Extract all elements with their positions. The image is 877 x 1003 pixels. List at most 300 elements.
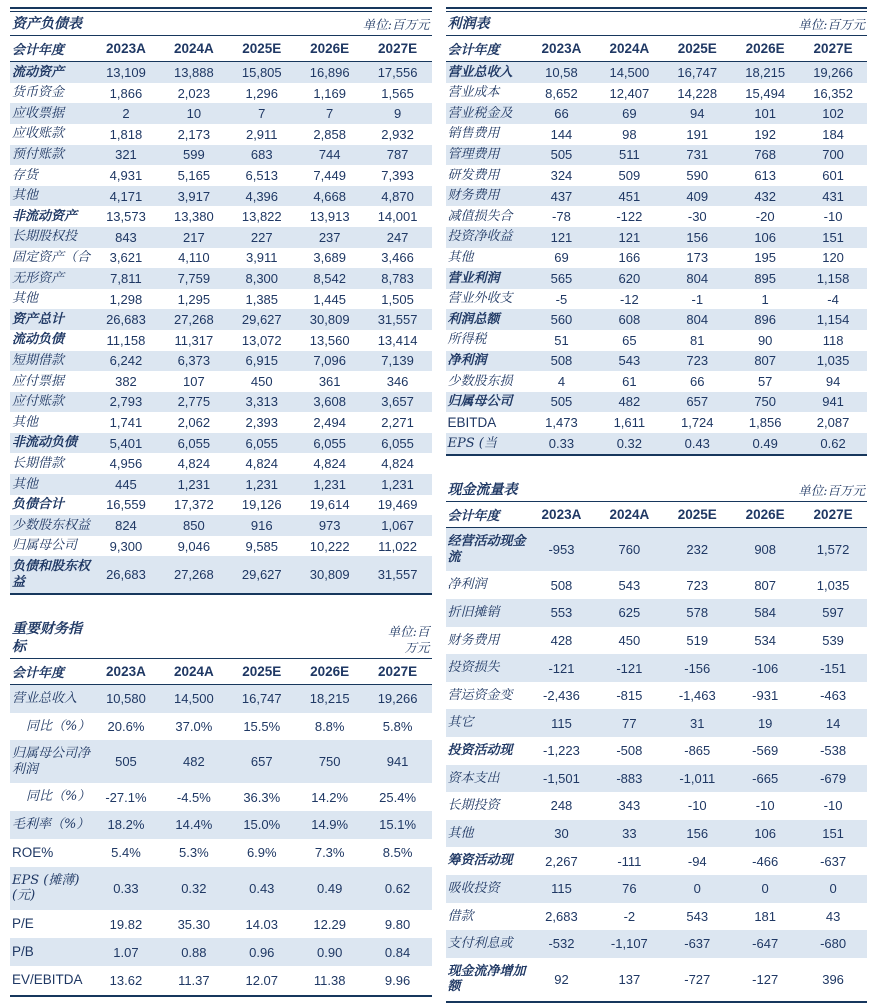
cell-value: 9,300 (109, 538, 143, 554)
right-column (446, 7, 868, 1003)
row-label: 无形资产 (12, 270, 65, 286)
row-label: 其他 (447, 825, 474, 841)
cell-value: 941 (386, 754, 409, 770)
table-row (446, 682, 868, 710)
cell-value: 16,747 (677, 64, 718, 80)
cell-value: 151 (822, 826, 844, 842)
cell-value: -106 (752, 660, 779, 676)
cell-value: 10,580 (106, 691, 146, 707)
row-label: 非流动负债 (12, 435, 78, 451)
table-row (446, 248, 868, 269)
cell-value: 15,494 (745, 85, 786, 101)
cell-value: -151 (820, 660, 847, 676)
table-row (10, 910, 432, 938)
year-column-header: 2026E (745, 507, 785, 523)
cell-value: 69 (554, 250, 569, 266)
cell-value: -883 (616, 770, 643, 786)
row-label: EV/EBITDA (12, 972, 83, 988)
cell-value: -665 (752, 770, 779, 786)
cell-value: 14,500 (609, 64, 650, 80)
row-label: 投资活动现 (447, 743, 513, 758)
cell-value: -865 (684, 743, 711, 759)
cell-value: 5,401 (109, 435, 143, 451)
table-row (10, 685, 432, 713)
year-column-header: 2026E (745, 41, 785, 57)
cell-value: -156 (684, 660, 711, 676)
cell-value: 451 (618, 188, 641, 204)
table-row (10, 330, 432, 351)
table-row (10, 103, 432, 124)
cell-value: -4.5% (176, 789, 211, 805)
income-statement-rows (446, 62, 868, 454)
table-row (446, 737, 868, 765)
cell-value: 19,614 (309, 497, 350, 513)
cell-value: 107 (183, 373, 205, 389)
cell-value: -727 (684, 971, 711, 987)
fiscal-year-header: 会计年度 (12, 43, 65, 59)
cell-value: 1,385 (245, 291, 279, 307)
cell-value: 11,317 (174, 332, 214, 348)
cell-value: -12 (619, 291, 639, 307)
cell-value: 19,266 (377, 691, 418, 707)
cell-value: 843 (115, 229, 137, 245)
cash-flow-rows (446, 528, 868, 1001)
year-column-header: 2026E (310, 664, 350, 679)
row-label: 投资净收益 (447, 229, 513, 245)
cell-value: -121 (616, 660, 643, 676)
table-row (446, 351, 868, 372)
table-row (10, 783, 432, 811)
cell-value: -953 (548, 542, 575, 558)
cell-value: -94 (687, 853, 707, 869)
cell-value: 1,565 (381, 85, 414, 101)
cell-value: 2,775 (177, 394, 211, 410)
cell-value: 505 (115, 754, 137, 770)
table-row (10, 740, 432, 783)
cell-value: 10,222 (309, 538, 350, 554)
table-row (10, 145, 432, 166)
cell-value: 30 (554, 826, 569, 842)
cell-value: -569 (752, 743, 779, 759)
cell-value: 768 (754, 147, 777, 163)
cell-value: 4,824 (313, 456, 346, 472)
cell-value: 11.38 (313, 972, 346, 988)
table-row (10, 867, 432, 910)
cell-value: 1,856 (748, 415, 782, 431)
cell-value: 69 (622, 106, 637, 122)
row-label: 所得税 (447, 332, 487, 348)
cell-value: 14,001 (377, 209, 418, 225)
cell-value: 14.2% (311, 789, 349, 805)
column-header-row (446, 36, 868, 62)
cell-value: 505 (550, 394, 573, 410)
table-row (10, 433, 432, 454)
cell-value: 8,652 (545, 85, 578, 101)
cell-value: 7,811 (110, 270, 142, 286)
cell-value: 1,445 (313, 291, 346, 307)
cell-value: 65 (622, 332, 637, 348)
table-row (10, 268, 432, 289)
cell-value: 1 (761, 291, 769, 307)
row-label: 财务费用 (447, 632, 500, 648)
cell-value: 18.2% (107, 817, 145, 833)
cell-value: 1,158 (816, 270, 850, 286)
cell-value: 13,573 (106, 209, 146, 225)
cell-value: 6,915 (245, 353, 279, 369)
row-label: 归属母公司 (447, 394, 513, 410)
table-row (10, 309, 432, 330)
row-label: 负债和股东权益 (12, 558, 91, 590)
cell-value: -538 (820, 743, 847, 759)
cell-value: 578 (686, 605, 709, 621)
cell-value: -27.1% (105, 789, 147, 805)
cell-value: 4,824 (245, 456, 279, 472)
cell-value: 12,407 (609, 85, 650, 101)
cell-value: 27,268 (173, 312, 214, 328)
cell-value: 10,58 (545, 64, 578, 80)
cell-value: 543 (618, 353, 641, 369)
table-row (10, 392, 432, 413)
year-column-header: 2023A (541, 507, 582, 523)
cell-value: -647 (752, 936, 779, 952)
cell-value: 31,557 (377, 312, 418, 328)
cell-value: 7,759 (177, 270, 211, 286)
cell-value: 11,022 (378, 538, 417, 554)
cell-value: 217 (183, 229, 205, 245)
cell-value: 195 (754, 250, 777, 266)
cell-value: 804 (686, 312, 709, 328)
cell-value: 0.96 (249, 944, 275, 960)
cell-value: 227 (250, 229, 273, 245)
cell-value: 57 (757, 373, 773, 389)
year-column-header: 2027E (378, 41, 418, 57)
cell-value: 3,689 (313, 250, 346, 266)
cell-value: -122 (616, 209, 643, 225)
table-row (446, 627, 868, 655)
cell-value: 13,109 (106, 64, 146, 80)
cell-value: 61 (622, 373, 637, 389)
cell-value: 13,888 (173, 64, 214, 80)
row-label: 长期借款 (12, 455, 65, 471)
cell-value: 5.3% (179, 845, 209, 861)
cell-value: 508 (550, 577, 573, 593)
cell-value: 2,087 (816, 415, 850, 431)
table-row (10, 536, 432, 557)
table-row (446, 62, 868, 83)
cell-value: 760 (618, 542, 641, 558)
table-row (446, 433, 868, 454)
cell-value: 26,683 (106, 567, 146, 583)
cell-value: -78 (552, 209, 571, 225)
cell-value: 543 (686, 908, 709, 924)
table-row (446, 412, 868, 433)
cell-value: -10 (823, 798, 843, 814)
year-column-header: 2023A (106, 664, 146, 679)
cell-value: 18,215 (309, 691, 350, 707)
cell-value: 0.62 (384, 880, 411, 896)
row-label: 营运资金变 (447, 687, 513, 703)
cell-value: 144 (550, 126, 573, 142)
cell-value: 2,932 (381, 126, 414, 142)
cell-value: 94 (690, 106, 705, 122)
cell-value: 560 (550, 312, 573, 328)
fiscal-year-header: 会计年度 (447, 509, 500, 525)
cell-value: 19,266 (813, 64, 853, 80)
cell-value: 608 (618, 312, 641, 328)
cell-value: 1,231 (177, 476, 211, 492)
column-header-row (10, 659, 432, 685)
cell-value: -30 (687, 209, 707, 225)
cell-value: 184 (822, 126, 844, 142)
cell-value: 3,657 (381, 394, 414, 410)
cell-value: 0.43 (684, 436, 710, 452)
row-label: ROE% (12, 844, 54, 860)
cell-value: 5.8% (382, 718, 413, 734)
row-label: 资产总计 (12, 311, 65, 327)
cell-value: 12.29 (313, 916, 346, 932)
year-column-header: 2025E (677, 41, 717, 57)
cell-value: 908 (754, 542, 777, 558)
cell-value: 94 (825, 373, 841, 389)
cell-value: 12.07 (245, 972, 279, 988)
row-label: 固定资产（合 (12, 250, 91, 266)
cell-value: 3,621 (109, 250, 143, 266)
row-label: 营业总收入 (12, 691, 78, 706)
cell-value: 543 (618, 577, 641, 593)
cell-value: 166 (618, 250, 641, 266)
table-row (10, 289, 432, 310)
cell-value: 121 (550, 229, 573, 245)
row-label: 减值损失合 (447, 208, 513, 224)
cell-value: 625 (618, 605, 641, 621)
row-label: 同比（%） (26, 718, 91, 734)
cell-value: 26,683 (106, 312, 146, 328)
cell-value: 599 (183, 147, 205, 163)
row-label: 归属母公司净利润 (12, 746, 91, 777)
cell-value: 8.5% (382, 845, 413, 861)
table-row (10, 371, 432, 392)
table-row (446, 83, 868, 104)
cell-value: 18,215 (745, 64, 786, 80)
cell-value: 15,805 (241, 64, 282, 80)
cell-value: 0.90 (317, 944, 343, 960)
table-row (446, 145, 868, 166)
table-row (446, 875, 868, 903)
table-row (446, 289, 868, 310)
cell-value: 409 (686, 188, 709, 204)
cell-value: 8,542 (313, 270, 346, 286)
cell-value: 66 (554, 106, 569, 122)
cell-value: 437 (550, 188, 573, 204)
row-label: 借款 (447, 908, 474, 924)
cell-value: -111 (617, 853, 642, 869)
row-label: 资本支出 (447, 770, 500, 786)
table-row (10, 938, 432, 966)
cell-value: 2,271 (381, 415, 414, 431)
row-label: 非流动资产 (12, 208, 78, 224)
cell-value: -121 (548, 660, 575, 676)
cell-value: 232 (686, 542, 709, 558)
cell-value: -10 (823, 209, 843, 225)
table-row (10, 515, 432, 536)
row-label: 净利润 (447, 353, 487, 368)
table-row (446, 103, 868, 124)
cell-value: 6,513 (245, 167, 279, 183)
cell-value: 5,165 (177, 167, 211, 183)
table-row (10, 62, 432, 83)
table-row (10, 186, 432, 207)
cell-value: 77 (622, 715, 637, 731)
cell-value: 916 (250, 518, 273, 534)
cell-value: 0.32 (616, 436, 643, 452)
cell-value: 723 (686, 353, 709, 369)
cell-value: 6,055 (313, 435, 346, 451)
cell-value: -1 (691, 291, 704, 307)
cell-value: 750 (318, 754, 341, 770)
cell-value: 2,683 (545, 908, 578, 924)
cell-value: 534 (754, 632, 777, 648)
cell-value: 11,158 (106, 332, 146, 348)
table-title: 现金流量表 (447, 482, 518, 499)
cell-value: 29,627 (241, 312, 282, 328)
cell-value: 1,473 (545, 415, 578, 431)
cell-value: 17,556 (377, 64, 418, 80)
table-row (10, 248, 432, 269)
cell-value: 14.4% (175, 817, 213, 833)
cell-value: 7,139 (381, 353, 414, 369)
cell-value: 13,414 (377, 332, 418, 348)
row-label: 折旧摊销 (447, 605, 500, 621)
cell-value: 1,298 (109, 291, 143, 307)
row-label: 营业利润 (447, 270, 500, 286)
cell-value: -815 (616, 688, 643, 704)
row-label: 流动负债 (12, 332, 65, 348)
table-row (10, 713, 432, 741)
row-label: 其他 (12, 476, 39, 492)
cell-value: 511 (618, 147, 640, 163)
cell-value: -10 (755, 798, 775, 814)
table-row (446, 930, 868, 958)
row-label: 其他 (12, 188, 39, 204)
row-label: 筹资活动现 (447, 853, 513, 869)
cell-value: 7,393 (381, 167, 414, 183)
cell-value: 683 (250, 147, 273, 163)
cell-value: -680 (820, 936, 847, 952)
cell-value: -931 (752, 688, 779, 704)
table-row (446, 792, 868, 820)
cell-value: 0.49 (752, 436, 778, 452)
cell-value: 1,818 (109, 126, 143, 142)
cell-value: 156 (686, 229, 709, 245)
cell-value: 1,296 (245, 85, 279, 101)
income-statement-title-row (446, 12, 868, 36)
table-row (10, 351, 432, 372)
cell-value: 620 (618, 270, 641, 286)
row-label: EBITDA (447, 414, 497, 430)
cell-value: 29,627 (241, 567, 282, 583)
cell-value: 16,352 (813, 85, 853, 101)
cell-value: 156 (686, 826, 709, 842)
cell-value: 35.30 (177, 916, 211, 932)
cell-value: 1,611 (613, 415, 646, 431)
cell-value: 1,295 (177, 291, 211, 307)
cell-value: -127 (752, 971, 779, 987)
cell-value: 6,242 (109, 353, 143, 369)
cell-value: 118 (822, 332, 844, 348)
row-label: 营业总收入 (447, 64, 513, 80)
table-row (446, 165, 868, 186)
table-row (446, 124, 868, 145)
row-label: 吸收投资 (447, 880, 500, 896)
column-header-row (10, 36, 432, 62)
cell-value: 6,055 (381, 435, 414, 451)
cell-value: 482 (183, 754, 205, 770)
cell-value: 2 (122, 106, 130, 122)
table-row (10, 227, 432, 248)
fiscal-year-header: 会计年度 (12, 666, 65, 681)
cell-value: 92 (554, 971, 569, 987)
cell-value: 509 (618, 167, 641, 183)
cell-value: 346 (386, 373, 409, 389)
cell-value: -2 (623, 908, 636, 924)
row-label: 短期借款 (12, 353, 65, 368)
row-label: 少数股东损 (447, 373, 513, 389)
cell-value: 13,072 (241, 332, 282, 348)
cell-value: 14,500 (173, 691, 214, 707)
cell-value: -1,501 (543, 770, 580, 786)
cell-value: -679 (820, 770, 847, 786)
row-label: 销售费用 (447, 126, 500, 142)
cell-value: -532 (548, 936, 575, 952)
cell-value: -2,436 (543, 688, 580, 704)
table-row (10, 556, 432, 592)
cell-value: 1,231 (313, 476, 346, 492)
row-label: 管理费用 (447, 147, 500, 163)
cell-value: 101 (754, 106, 777, 122)
cell-value: 4,824 (381, 456, 414, 472)
unit-label: 单位:百万元 (798, 483, 865, 498)
cell-value: 247 (386, 229, 409, 245)
cell-value: 4,824 (177, 456, 211, 472)
cell-value: 7,449 (313, 167, 346, 183)
table-row (10, 966, 432, 994)
cell-value: 941 (822, 394, 844, 410)
cell-value: 445 (115, 476, 137, 492)
table-row (446, 392, 868, 413)
cell-value: 31 (690, 715, 705, 731)
cell-value: 3,608 (313, 394, 346, 410)
cell-value: 0.33 (548, 436, 575, 452)
cell-value: 723 (686, 577, 709, 593)
cell-value: 15.5% (243, 718, 281, 734)
cell-value: 19,469 (377, 497, 418, 513)
cell-value: 505 (550, 147, 573, 163)
cell-value: 137 (618, 971, 641, 987)
cell-value: 3,466 (381, 250, 414, 266)
row-label: 营业成本 (447, 85, 500, 101)
cell-value: 9 (393, 106, 402, 122)
table-row (10, 206, 432, 227)
cell-value: 13,822 (241, 209, 282, 225)
cell-value: -10 (687, 798, 707, 814)
cell-value: 19,126 (241, 497, 282, 513)
cell-value: 192 (754, 126, 777, 142)
cell-value: 76 (622, 881, 637, 897)
year-column-header: 2025E (242, 664, 282, 679)
cell-value: 2,267 (545, 853, 578, 869)
table-row (446, 903, 868, 931)
cell-value: 1,741 (109, 415, 143, 431)
